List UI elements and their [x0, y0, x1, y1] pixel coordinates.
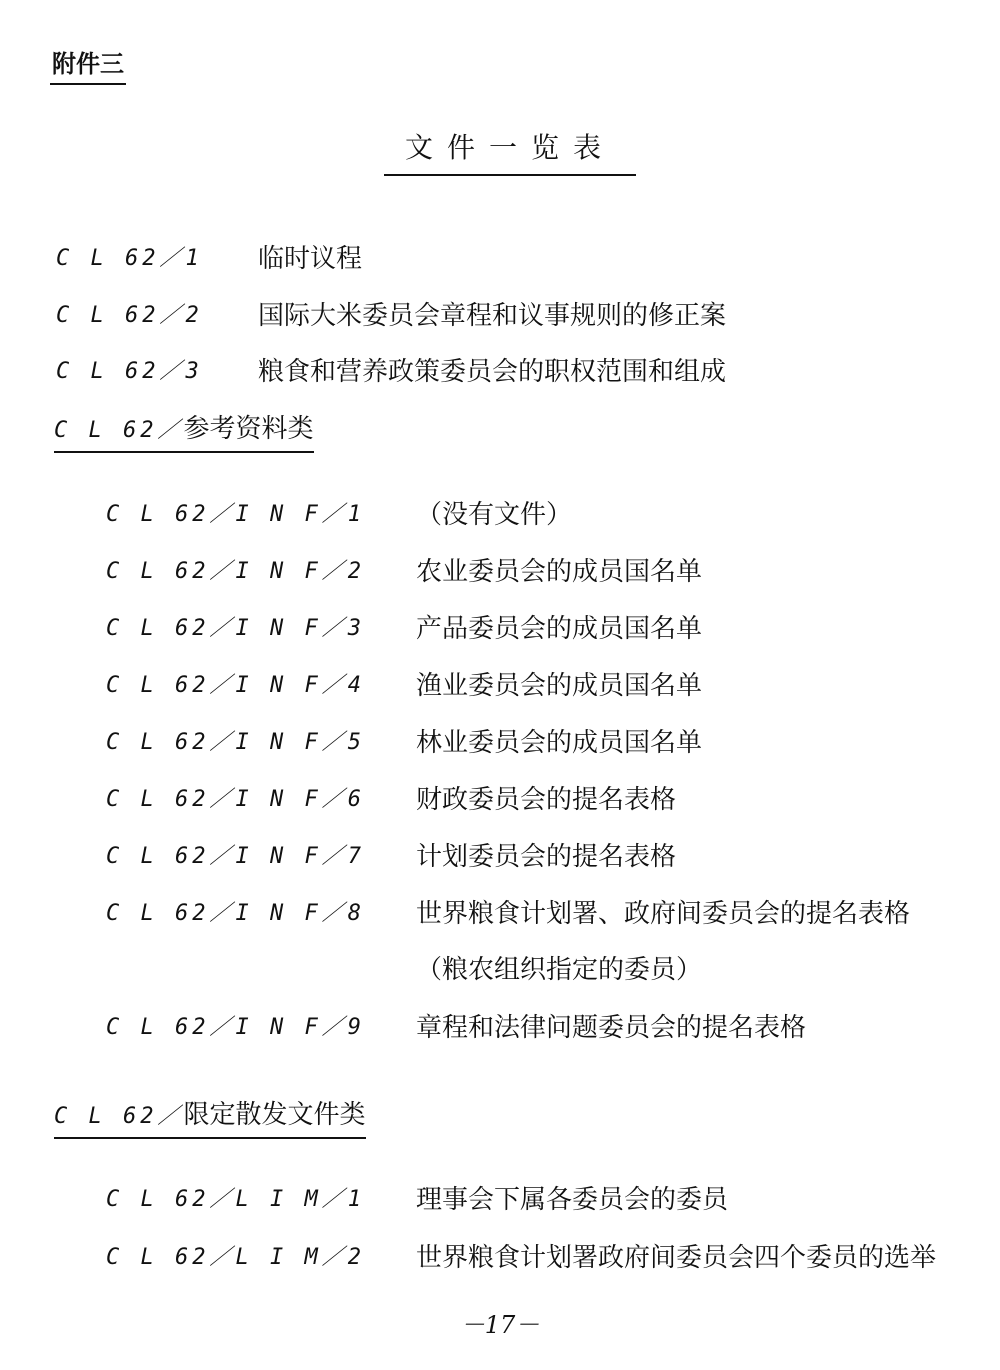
doc-title: 世界粮食计划署政府间委员会四个委员的选举 — [416, 1243, 937, 1273]
doc-title-continuation: （粮农组织指定的委员） — [416, 955, 703, 985]
section-heading-inf — [54, 408, 314, 453]
doc-title: 计划委员会的提名表格 — [416, 842, 677, 872]
doc-code: C L 62／I N F／5 — [106, 730, 365, 755]
section-heading-code: C L 62／ — [54, 1104, 184, 1129]
doc-code: C L 62／I N F／1 — [106, 502, 365, 527]
doc-code: C L 62／1 — [56, 246, 203, 271]
doc-code: C L 62／I N F／4 — [106, 673, 365, 698]
doc-title: 世界粮食计划署、政府间委员会的提名表格 — [416, 899, 911, 929]
doc-code: C L 62／I N F／3 — [106, 616, 365, 641]
page-title: 文件一览表 — [384, 126, 636, 176]
doc-title: 渔业委员会的成员国名单 — [416, 671, 703, 701]
section-heading-lim — [54, 1094, 366, 1139]
doc-code: C L 62／I N F／2 — [106, 559, 365, 584]
section-heading-text: 参考资料类 — [183, 414, 314, 444]
doc-title: 章程和法律问题委员会的提名表格 — [416, 1013, 807, 1043]
doc-code: C L 62／3 — [56, 359, 203, 384]
doc-title: 临时议程 — [258, 244, 363, 274]
page-number: －17－ — [460, 1311, 540, 1339]
doc-code: C L 62／L I M／2 — [106, 1245, 365, 1270]
doc-code: C L 62／L I M／1 — [106, 1187, 365, 1212]
doc-code: C L 62／I N F／9 — [106, 1015, 365, 1040]
doc-title: 财政委员会的提名表格 — [416, 785, 677, 815]
section-heading-text: 限定散发文件类 — [183, 1100, 366, 1130]
doc-title: 产品委员会的成员国名单 — [416, 614, 703, 644]
doc-title: 国际大米委员会章程和议事规则的修正案 — [258, 301, 727, 331]
doc-code: C L 62／I N F／7 — [106, 844, 365, 869]
doc-title: 理事会下属各委员会的委员 — [416, 1185, 729, 1215]
doc-code: C L 62／I N F／8 — [106, 901, 365, 926]
doc-code: C L 62／2 — [56, 303, 203, 328]
doc-title: 粮食和营养政策委员会的职权范围和组成 — [258, 357, 727, 387]
doc-title: 林业委员会的成员国名单 — [416, 728, 703, 758]
doc-title: （没有文件） — [416, 500, 573, 530]
doc-title: 农业委员会的成员国名单 — [416, 557, 703, 587]
section-heading-code: C L 62／ — [54, 418, 184, 443]
doc-code: C L 62／I N F／6 — [106, 787, 365, 812]
annex-label: 附件三 — [50, 44, 126, 85]
